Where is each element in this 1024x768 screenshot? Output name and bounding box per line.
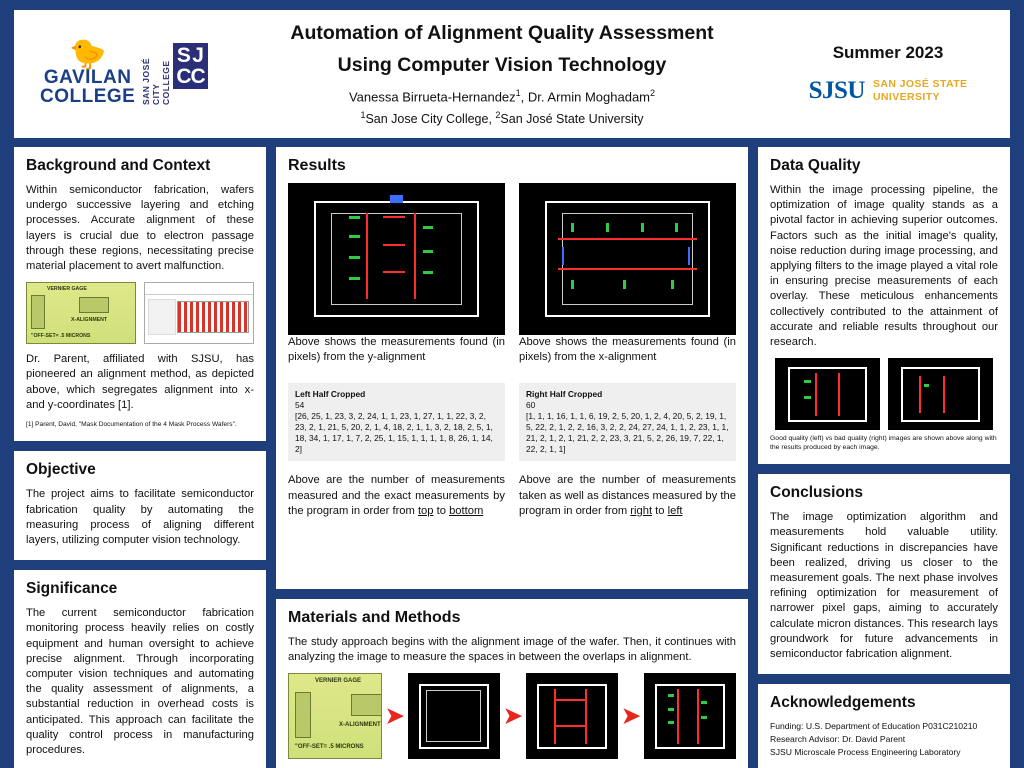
red-measure-line bbox=[677, 689, 679, 744]
results-note-right-right: right bbox=[630, 504, 653, 517]
green-measure-tick bbox=[701, 716, 707, 719]
results-note-right bbox=[519, 473, 736, 527]
alignment-chart-figure bbox=[144, 282, 254, 344]
gavilan-college-logo bbox=[40, 38, 136, 107]
vernier-bar-top bbox=[79, 297, 109, 313]
acknowledgements-funding: Funding: U.S. Department of Education P031C210210 bbox=[770, 721, 978, 732]
results-heading: Results bbox=[288, 157, 346, 174]
green-measure-tick bbox=[668, 721, 674, 724]
red-measure-line bbox=[554, 689, 556, 744]
sjcc-letter-j: J bbox=[192, 44, 203, 67]
green-measure-tick bbox=[423, 271, 434, 274]
red-measure-line bbox=[558, 268, 697, 270]
left-column bbox=[14, 147, 266, 768]
affil-1: San Jose City College, bbox=[365, 111, 496, 126]
vernier-bar-left bbox=[31, 295, 45, 329]
green-measure-tick bbox=[423, 250, 434, 253]
left-half-cropped-values: [26, 25, 1, 23, 3, 2, 24, 1, 1, 23, 1, 27, 1, 1, 22, 3, 2, 23, 2, 1, 21, 5, 20, 2, 1, 4, 18, 2, 1, 1, 3, 2, 18, 2, 5, 1, 18, 34, 1, 17, 1, 7, 2, 25, 1, 15, 1, 1, 1, 1, 8, 26, 1, 14, 2] bbox=[295, 411, 493, 455]
affil-2: San José State University bbox=[500, 111, 644, 126]
right-half-cropped-values: [1, 1, 1, 16, 1, 1, 6, 19, 2, 5, 20, 1, 2, 4, 20, 5, 2, 19, 1, 5, 22, 2, 1, 2, 2, 16, 3, 2, 2, 24, 27, 24, 1, 1, 2, 23, 1, 1, 21, 2, 1, 2, 1, 21, 2, 2, 23, 3, 21, 5, 2, 26, 19, 7, 22, 1, 22, 2, 1, 1] bbox=[526, 411, 729, 455]
chart-header-strip bbox=[145, 283, 253, 295]
objective-heading: Objective bbox=[26, 461, 96, 479]
circuit-inner-frame bbox=[426, 690, 481, 742]
results-note-right-c: to bbox=[652, 504, 668, 517]
circuit-inner-frame bbox=[331, 213, 461, 304]
middle-column bbox=[276, 147, 748, 768]
green-measure-tick bbox=[571, 280, 574, 289]
significance-heading: Significance bbox=[26, 580, 118, 598]
sjsu-logo bbox=[809, 77, 968, 105]
green-measure-tick bbox=[349, 216, 360, 219]
arrow-right-icon: ➤ bbox=[621, 703, 641, 729]
blue-marker bbox=[562, 247, 564, 265]
left-half-cropped-title: Left Half Cropped bbox=[295, 389, 366, 400]
left-half-cropped-count: 54 bbox=[295, 400, 305, 411]
data-quality-caption: Good quality (left) vs bad quality (right) images are shown above along with the results produced by each image. bbox=[770, 435, 997, 452]
section-data-quality bbox=[758, 147, 1010, 464]
poster-title-line1: Automation of Alignment Quality Assessment bbox=[290, 22, 714, 45]
author-2: , Dr. Armin Moghadam bbox=[520, 89, 650, 105]
section-objective bbox=[14, 451, 266, 560]
section-acknowledgements bbox=[758, 684, 1010, 768]
materials-paragraph: The study approach begins with the alignment image of the wafer. Then, it continues with analyzing the image to measure the spaces in between the overlaps in alignment. bbox=[288, 635, 736, 664]
sjcc-logo bbox=[141, 43, 207, 105]
green-measure-tick bbox=[701, 701, 707, 704]
flow-vernier-bar-left bbox=[295, 692, 311, 738]
results-note-row bbox=[288, 473, 736, 527]
good-quality-image bbox=[775, 358, 880, 430]
flow-step-binary-image bbox=[408, 673, 500, 759]
flow-step-measured-image bbox=[644, 673, 736, 759]
green-measure-tick bbox=[671, 280, 674, 289]
results-note-left bbox=[288, 473, 505, 519]
gavilan-bird-icon: 🐤 bbox=[68, 38, 107, 71]
green-measure-tick bbox=[606, 223, 609, 232]
flow-vernier-title: VERNIER GAGE bbox=[315, 678, 362, 685]
sjcc-letter-s: S bbox=[176, 44, 190, 67]
poster-affiliations bbox=[234, 107, 770, 128]
red-measure-line bbox=[366, 213, 368, 298]
affil-sup-2: 2 bbox=[495, 109, 501, 120]
sjsu-wordmark: SJSU bbox=[808, 77, 865, 104]
arrow-right-icon: ➤ bbox=[503, 703, 523, 729]
gavilan-name-line2: COLLEGE bbox=[40, 86, 136, 107]
conclusions-heading: Conclusions bbox=[770, 484, 864, 502]
objective-paragraph: The project aims to facilitate semiconductor fabrication quality by automating the measuring process of aligning different layers, utilizing computer vision technology. bbox=[26, 488, 254, 547]
acknowledgements-heading: Acknowledgements bbox=[770, 694, 916, 712]
blue-marker bbox=[390, 195, 403, 203]
acknowledgements-advisor: Research Advisor: Dr. David Parent bbox=[770, 734, 906, 745]
section-materials-and-methods bbox=[276, 599, 748, 768]
results-figure-row bbox=[288, 183, 736, 335]
green-measure-tick bbox=[641, 223, 644, 232]
author-2-sup: 2 bbox=[650, 88, 656, 99]
arrow-right-icon: ➤ bbox=[385, 703, 405, 729]
green-measure-tick bbox=[675, 223, 678, 232]
vernier-label-x: X-ALIGNMENT bbox=[71, 317, 108, 324]
blue-marker bbox=[688, 247, 690, 265]
background-figure-row bbox=[26, 282, 254, 344]
circuit-inner-frame bbox=[562, 213, 692, 304]
sjcc-letter-c2: C bbox=[190, 65, 205, 88]
acknowledgements-body bbox=[770, 720, 998, 758]
bad-quality-image bbox=[888, 358, 993, 430]
red-measure-line bbox=[919, 376, 921, 413]
results-note-right-a: Above are the number of measurements taken as well as distances measured by the program in order from bbox=[519, 474, 736, 517]
sjsu-name-line2: UNIVERSITY bbox=[872, 91, 940, 103]
section-significance bbox=[14, 570, 266, 768]
materials-heading: Materials and Methods bbox=[288, 608, 461, 626]
poster-body bbox=[14, 147, 1010, 758]
results-caption-left: Above shows the measurements found (in pixels) from the y-alignment bbox=[288, 336, 505, 364]
results-note-left-c: to bbox=[433, 504, 450, 517]
section-results bbox=[276, 147, 748, 589]
background-citation: [1] Parent, David, "Mask Documentation of the 4 Mask Process Wafers". bbox=[26, 421, 237, 429]
green-measure-tick bbox=[423, 226, 434, 229]
flow-vernier-offset-label: "OFF-SET= .5 MICRONS bbox=[295, 744, 364, 751]
acknowledgements-lab: SJSU Microscale Process Engineering Laboratory bbox=[770, 747, 961, 758]
red-measure-line bbox=[815, 373, 817, 416]
results-note-left-top: top bbox=[417, 504, 434, 517]
logo-group-left bbox=[26, 38, 226, 107]
header-right-group bbox=[778, 43, 998, 105]
section-conclusions bbox=[758, 474, 1010, 674]
flow-step-detected-image bbox=[526, 673, 618, 759]
vernier-gage-figure bbox=[26, 282, 136, 344]
poster-authors bbox=[234, 84, 770, 106]
green-measure-tick bbox=[804, 380, 810, 383]
sjsu-name-line1: SAN JOSÉ STATE bbox=[872, 78, 968, 90]
green-measure-tick bbox=[668, 694, 674, 697]
left-half-cropped-output bbox=[288, 383, 505, 461]
flow-step-vernier-image bbox=[288, 673, 382, 759]
results-code-row bbox=[288, 383, 736, 461]
red-measure-line bbox=[554, 725, 585, 727]
circuit-outer-frame bbox=[901, 367, 981, 422]
results-x-alignment-image bbox=[519, 183, 736, 335]
methods-flow-diagram bbox=[288, 673, 736, 759]
author-1: Vanessa Birrueta-Hernandez bbox=[348, 89, 516, 105]
data-quality-figure-row bbox=[770, 358, 998, 430]
flow-vernier-bar-top bbox=[351, 694, 382, 716]
results-y-alignment-image bbox=[288, 183, 505, 335]
green-measure-tick bbox=[623, 280, 626, 289]
right-half-cropped-output bbox=[519, 383, 736, 461]
author-1-sup: 1 bbox=[515, 88, 521, 99]
title-block bbox=[226, 20, 778, 127]
green-measure-tick bbox=[668, 708, 674, 711]
green-measure-tick bbox=[571, 223, 574, 232]
red-measure-line bbox=[838, 373, 840, 416]
green-measure-tick bbox=[924, 384, 929, 387]
affil-sup-1: 1 bbox=[360, 109, 366, 120]
green-measure-tick bbox=[349, 277, 360, 280]
sjsu-name bbox=[873, 78, 967, 104]
red-measure-line bbox=[383, 244, 405, 246]
red-measure-line bbox=[383, 271, 405, 273]
circuit-outer-frame bbox=[655, 684, 725, 749]
gavilan-name-line1: GAVILAN bbox=[43, 67, 132, 88]
results-note-left-bottom: bottom bbox=[449, 504, 484, 517]
background-heading: Background and Context bbox=[26, 157, 211, 174]
circuit-outer-frame bbox=[788, 367, 868, 422]
results-caption-right: Above shows the measurements found (in pixels) from the x-alignment bbox=[519, 336, 736, 364]
poster-title-line2: Using Computer Vision Technology bbox=[337, 54, 667, 77]
data-quality-paragraph: Within the image processing pipeline, the optimization of image quality stands as a pivotal factor in achieving superior outcomes. Factors such as the initial image's quality, noise reduction during image processing, and applying filters to the image played a vital role in ensuring precise measurements of each overlay. These meticulous enhancements collectively contributed to the attainment of accurate and reliable results throughout our research. bbox=[770, 184, 998, 349]
red-measure-line bbox=[585, 689, 587, 744]
red-measure-line bbox=[697, 689, 699, 744]
red-measure-line bbox=[554, 699, 585, 701]
season-label: Summer 2023 bbox=[832, 43, 944, 62]
results-caption-row bbox=[288, 335, 736, 373]
red-measure-line bbox=[558, 238, 697, 240]
sjcc-letter-block bbox=[173, 43, 207, 89]
right-half-cropped-count: 60 bbox=[526, 400, 536, 411]
background-paragraph-2: Dr. Parent, affiliated with SJSU, has pioneered an alignment method, as depicted above, which segregates alignment into x- and y-coordinates [1]. bbox=[26, 353, 254, 411]
flow-vernier-x-label: X-ALIGNMENT bbox=[339, 722, 381, 729]
circuit-outer-frame bbox=[537, 684, 607, 749]
red-measure-line bbox=[383, 216, 405, 218]
results-note-left-a: Above are the number of measurements measured and the exact measurements by the program in order from bbox=[288, 474, 505, 517]
background-paragraph-1: Within semiconductor fabrication, wafers undergo successive layering and etching processes. Accurate alignment of these layers is crucial due to electron passage through these regions, necessitating precise material placement to avert malfunction. bbox=[26, 184, 254, 273]
chart-red-bars bbox=[177, 301, 248, 333]
significance-paragraph: The current semiconductor fabrication monitoring process heavily relies on costly equipment and human oversight to achieve precise alignment. Through incorporating computer vision techniques and automating the quality assessment of alignments, a substantial reduction in overhead costs is anticipated. This approach can facilitate the quality control process in manufacturing procedures. bbox=[26, 607, 254, 757]
right-column bbox=[758, 147, 1010, 768]
section-background-and-context bbox=[14, 147, 266, 441]
vernier-label-offset: "OFF-SET= .5 MICRONS bbox=[31, 333, 91, 340]
right-half-cropped-title: Right Half Cropped bbox=[526, 389, 603, 400]
poster-header bbox=[14, 10, 1010, 138]
vernier-label-title: VERNIER GAGE bbox=[47, 286, 87, 293]
conclusions-paragraph: The image optimization algorithm and measurements hold valuable utility. Significant reductions in discrepancies have been realized, driving us closer to the measurement goals. The next phase involves refining optimization for measurement of narrower pixel gaps, aiming to accurately calculate micron distances. This research lays groundwork for future advancements in semiconductor fabrication alignment. bbox=[770, 511, 998, 661]
results-note-right-left: left bbox=[667, 504, 683, 517]
chart-legend-box bbox=[148, 299, 176, 335]
red-measure-line bbox=[943, 376, 945, 413]
green-measure-tick bbox=[349, 256, 360, 259]
green-measure-tick bbox=[804, 396, 810, 399]
sjcc-letter-c1: C bbox=[176, 65, 191, 88]
sjcc-vertical-text: SAN JOSÉ CITY COLLEGE bbox=[141, 58, 172, 105]
green-measure-tick bbox=[349, 235, 360, 238]
data-quality-heading: Data Quality bbox=[770, 157, 861, 174]
red-measure-line bbox=[414, 213, 416, 298]
